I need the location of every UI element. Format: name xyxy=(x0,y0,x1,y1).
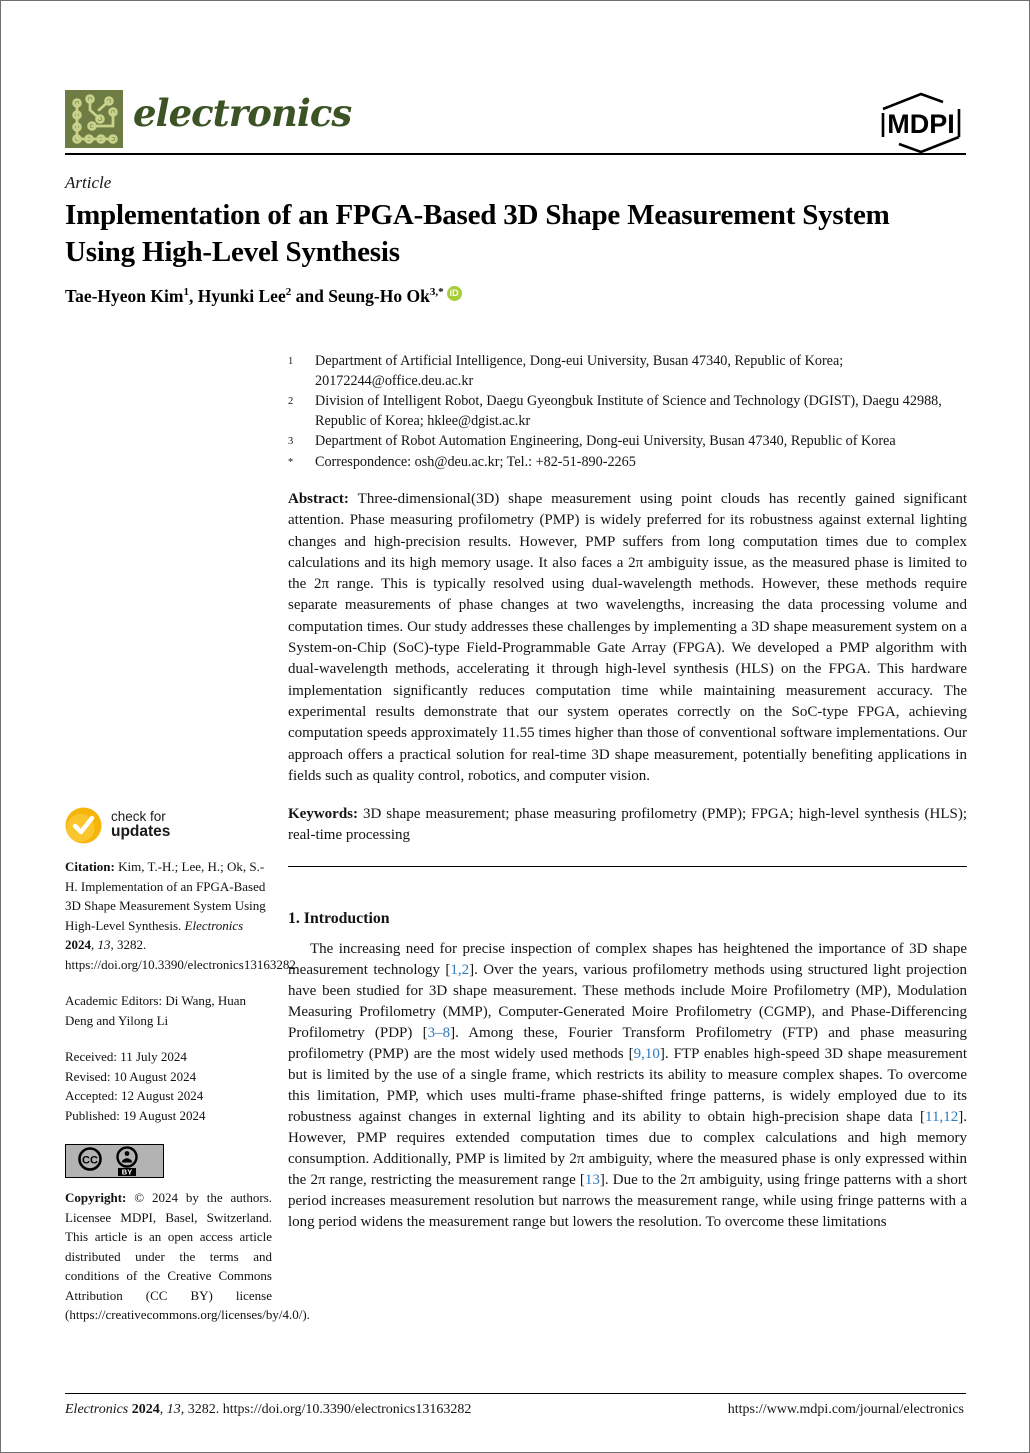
introduction-paragraph: The increasing need for precise inspection of complex shapes has heightened the importance of 3D shape measurement technology [1,2]. Over the years, various profilometry methods using structured light projection have been studied for 3D shape measurement. These methods include Moire Profilometry (MP), Modulation Measuring Profilometry (MMP), Computer-Generated Moire Profilometry (CGMP), and Phase-Differencing Profilometry (PDP) [3–8]. Among these, Fourier Transform Profilometry (FTP) and phase measuring profilometry (PMP) are the most widely used methods [9,10]. FTP enables high-speed 3D shape measurement but is limited by the use of a single frame, which restricts its ability to measure complex shapes. To overcome this limitation, PMP, which uses multi-frame phase-shifted fringe patterns, is widely employed due to its robustness against changes in external lighting and its ability to obtain high-precision shape data [11,12]. However, PMP requires extended computation times due to complex calculations and high memory consumption. Additionally, PMP is limited by 2π ambiguity, where the measured phase is only expressed within the 2π range, restricting the measurement range [13]. Due to the 2π ambiguity, using fringe patterns with a short period increases measurement resolution but narrows the measurement range, while using fringe patterns with a long period widens the measurement range but lowers the resolution. To overcome these limitations xyxy=(288,941,968,1231)
affiliation-marker: * xyxy=(288,457,294,468)
footer-journal-url[interactable]: https://www.mdpi.com/journal/electronics xyxy=(727,1402,964,1417)
author-affil-sup: 3,* xyxy=(429,286,444,299)
affiliation-text: Correspondence: osh@deu.ac.kr; Tel.: +82-51-890-2265 xyxy=(315,454,636,470)
electronics-logo-icon[interactable] xyxy=(65,90,123,148)
date-received: Received: 11 July 2024 xyxy=(65,1049,187,1064)
check-for-updates-button[interactable] xyxy=(65,807,272,844)
affiliation-text: Department of Robot Automation Engineering, Dong-eui University, Busan 47340, Republic of Korea xyxy=(315,433,896,449)
affiliation-marker: 3 xyxy=(288,436,294,447)
main-column xyxy=(288,351,967,1233)
author: Hyunki Lee xyxy=(197,286,286,306)
footer-rule xyxy=(65,1393,966,1394)
author: Seung-Ho Ok xyxy=(328,286,430,306)
affiliation-row xyxy=(288,351,967,391)
author-line: Tae-Hyeon Kim$^1$, Hyunki Lee$^2$ and Seung-Ho $Ok^{3,*}$ iD xyxy=(65,286,462,307)
copyright-block: Copyright: © 2024 by the authors. Licensee MDPI, Basel, Switzerland. This article is an open access article distributed under the terms and conditions of the Creative Commons Attribution (CC BY) license (https://creativecommons.org/licenses/by/4.0/). xyxy=(65,1190,310,1322)
affiliation-marker: 2 xyxy=(288,396,294,407)
mdpi-wordmark: MDPI xyxy=(887,109,955,139)
academic-editors: Academic Editors: Di Wang, Huan Deng and Yilong Li xyxy=(65,993,247,1028)
author-affil-sup: 2 xyxy=(285,286,292,299)
affiliation-text: Department of Artificial Intelligence, Dong-eui University, Busan 47340, Republic of Korea; 20172244@office.deu.ac.kr xyxy=(315,353,844,389)
section-heading-introduction: 1. Introduction xyxy=(288,910,390,928)
article-type-label: Article xyxy=(65,173,112,192)
author: Tae-Hyeon Kim xyxy=(65,286,184,306)
check-for-updates-label: check for updates xyxy=(111,809,171,841)
date-accepted: Accepted: 12 August 2024 xyxy=(65,1088,204,1103)
abstract: Abstract: Three-dimensional(3D) shape measurement using point clouds has recently gained significant attention. Phase measuring profilometry (PMP) is widely preferred for its robustness against external lighting changes and high-precision results. However, PMP suffers from long computation times due to complex calculations and its high memory usage. It also faces a 2π ambiguity issue, as the measured phase is limited to the 2π range. This is typically resolved using dual-wavelength methods. However, these methods require separate measurements of phase changes at two wavelengths, increasing the data processing volume and computation times. Our study addresses these challenges by implementing a 3D shape measurement system on a System-on-Chip (SoC)-type Field-Programmable Gate Array (FPGA). We developed a PMP algorithm with dual-wavelength methods, accelerating it through high-level synthesis (HLS) on the FPGA. This hardware implementation significantly reduces computation time while maintaining measurement accuracy. The experimental results demonstrate that our system operates correctly on the SoC-type FPGA, achieving computation speeds approximately 11.55 times higher than those of conventional software implementations. Our approach offers a practical solution for real-time 3D shape measurement, potentially benefiting applications in fields such as quality control, robotics, and computer vision. xyxy=(288,491,967,784)
citation-block: Citation: Kim, T.-H.; Lee, H.; Ok, S.-H. Implementation of an FPGA-Based 3D Shape Measurement System Using High-Level Synthesis. Electronics 2024, 13, 3282. https://doi.org/10.3390/electronics13163282 xyxy=(65,859,296,972)
mdpi-logo[interactable] xyxy=(873,91,969,155)
cc-by-badge[interactable] xyxy=(65,1144,164,1178)
header-rule xyxy=(65,153,966,155)
journal-name: electronics xyxy=(133,91,352,135)
check-icon xyxy=(65,807,102,844)
date-revised: Revised: 10 August 2024 xyxy=(65,1068,197,1084)
sidebar xyxy=(65,807,310,1325)
page-title: Implementation of an FPGA-Based 3D Shape Measurement System Using High-Level Synthesis xyxy=(65,199,890,269)
cc-icon: CC xyxy=(82,1154,98,1167)
affiliation-row xyxy=(288,391,967,431)
affiliation-row xyxy=(288,431,967,452)
footer-citation: Electronics 2024, 13, 3282. https://doi.org/10.3390/electronics13163282 xyxy=(65,1402,472,1417)
affiliation-marker: 1 xyxy=(288,356,294,367)
date-published: Published: 19 August 2024 xyxy=(65,1107,206,1123)
keywords: Keywords: 3D shape measurement; phase measuring profilometry (PMP); FPGA; high-level synthesis (HLS); real-time processing xyxy=(288,806,967,844)
affiliations xyxy=(288,351,967,473)
section-divider xyxy=(288,866,967,868)
author-affil-sup: 1 xyxy=(183,286,189,299)
affiliation-row xyxy=(288,452,967,473)
by-icon: BY xyxy=(121,1167,133,1177)
history-dates xyxy=(65,1047,272,1125)
affiliation-text: Division of Intelligent Robot, Daegu Gyeongbuk Institute of Science and Technology (DGIST), Daegu 42988, Republic of Korea; hklee@dgist.ac.kr xyxy=(315,393,942,429)
orcid-icon[interactable]: iD xyxy=(447,286,462,301)
